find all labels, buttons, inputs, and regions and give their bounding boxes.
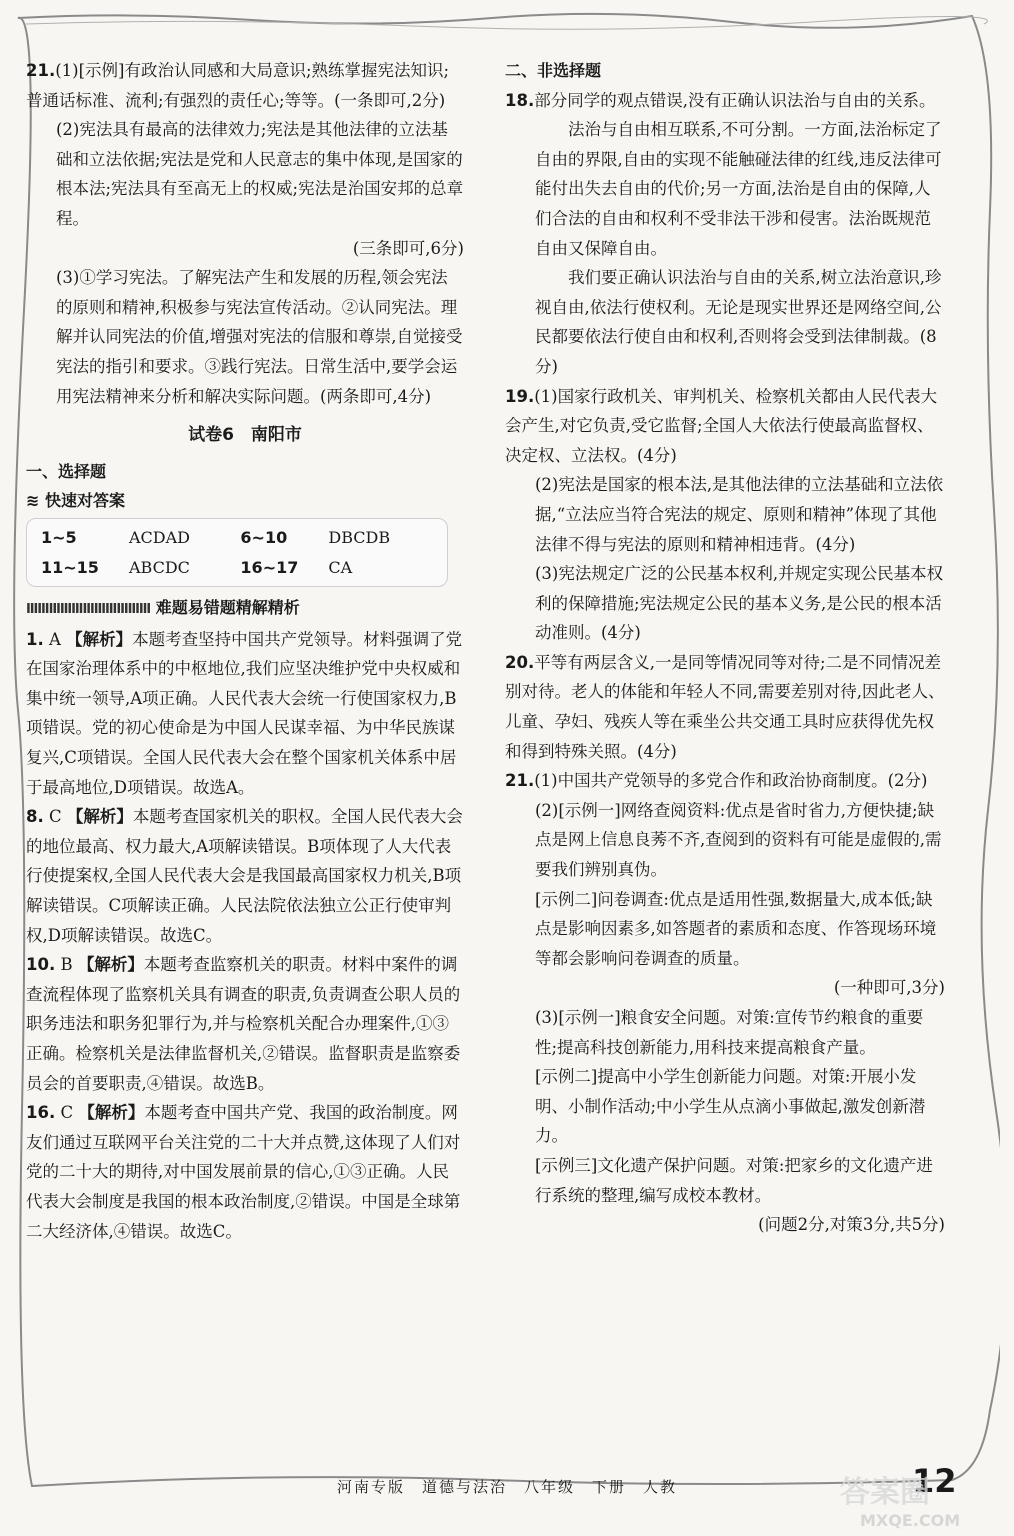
question-number: 21. bbox=[505, 771, 535, 791]
answer-key: CA bbox=[328, 557, 353, 577]
dash-divider: ⅢⅢⅢⅢⅢⅢⅢⅢⅢⅢⅢ bbox=[26, 602, 151, 618]
answer-range: 11~15 bbox=[41, 557, 99, 577]
answer-text: [示例二]提高中小学生创新能力问题。对策:开展小发明、小制作活动;中小学生从点滴小事做起,激发创新潜力。 bbox=[535, 1067, 926, 1146]
analysis-title: 难题易错题精解精析 bbox=[155, 598, 300, 618]
question-number: 19. bbox=[505, 386, 535, 406]
analysis-text: 本题考查监察机关的职责。材料中案件的调查流程体现了监察机关具有调查的职责,负责调查公职人员的职务违法和职务犯罪行为,并与检察机关配合办理案件,①③正确。检察机关是法律监督机关,②错误。监督职责是监察委员会的首要职责,④错误。故选B。 bbox=[26, 955, 461, 1093]
analysis-text: 本题考查坚持中国共产党领导。材料强调了党在国家治理体系中的中枢地位,我们应坚决维护党中央权威和集中统一领导,A项正确。人民代表大会统一行使国家权力,B项错误。党的初心使命是为中国人民谋幸福、为中华民族谋复兴,C项错误。全国人民代表大会在整个国家机关体系中居于最高地位,D项错误。故选A。 bbox=[26, 629, 463, 797]
score-note: (三条即可,6分) bbox=[352, 238, 464, 258]
answer-letter: A bbox=[49, 629, 61, 649]
analysis-text: 本题考查中国共产党、我国的政治制度。网友们通过互联网平台关注党的二十大并点赞,这体现了人们对党的二十大的期待,对中国发展前景的信心,①③正确。人民代表大会制度是我国的根本政治制度,②错误。中国是全球第二大经济体,④错误。故选C。 bbox=[26, 1103, 461, 1241]
answer-key: ABCDC bbox=[129, 557, 190, 577]
quick-answer-title: 快速对答案 bbox=[44, 491, 125, 511]
svg-text:答案圈: 答案圈 bbox=[840, 1475, 930, 1510]
answer-text: (2)[示例一]网络查阅资料:优点是省时省力,方便快捷;缺点是网上信息良莠不齐,查阅到的资料有可能是虚假的,需要我们辨别真伪。 bbox=[535, 800, 942, 880]
answer-range: 1~5 bbox=[41, 527, 77, 547]
question-number: 1. bbox=[26, 629, 44, 649]
section-heading: 一、选择题 bbox=[26, 461, 107, 481]
answer-text: (1)中国共产党领导的多党合作和政治协商制度。(2分) bbox=[534, 771, 928, 791]
score-note: (一种即可,3分) bbox=[833, 978, 945, 998]
analysis-tag: 【解析】 bbox=[66, 629, 133, 649]
answer-key: DBCDB bbox=[328, 527, 391, 547]
answer-text: (1)[示例]有政治认同感和大局意识;熟练掌握宪法知识;普通话标准、流利;有强烈的责任心;等等。(一条即可,2分) bbox=[26, 61, 450, 110]
answer-text: 平等有两层含义,一是同等情况同等对待;二是不同情况差别对待。老人的体能和年轻人不同,需要差别对待,因此老人、儿童、孕妇、残疾人等在乘坐公共交通工具时应获得优先权和得到特殊关照。(4分) bbox=[505, 652, 945, 761]
analysis-tag: 【解析】 bbox=[78, 1103, 145, 1123]
paper-title: 试卷6 南阳市 bbox=[188, 425, 302, 446]
quick-answer-box bbox=[26, 518, 448, 587]
answer-text: [示例二]问卷调查:优点是适用性强,数据量大,成本低;缺点是影响因素多,如答题者的素质和态度、作答现场环境等都会影响问卷调查的质量。 bbox=[535, 889, 937, 968]
answer-letter: C bbox=[60, 1103, 74, 1123]
answer-text: 部分同学的观点错误,没有正确认识法治与自由的关系。 bbox=[534, 90, 936, 110]
answer-text: (3)①学习宪法。了解宪法产生和发展的历程,领会宪法的原则和精神,积极参与宪法宣传活动。②认同宪法。理解并认同宪法的价值,增强对宪法的信服和尊崇,自觉接受宪法的指引和要求。③践行宪法。日常生活中,要学会运用宪法精神来分析和解决实际问题。(两条即可,4分) bbox=[56, 268, 463, 406]
left-column bbox=[26, 56, 464, 1246]
answer-text: [示例三]文化遗产保护问题。对策:把家乡的文化遗产进行系统的整理,编写成校本教材。 bbox=[535, 1155, 933, 1205]
answer-text: (1)国家行政机关、审判机关、检察机关都由人民代表大会产生,对它负责,受它监督;全国人大依法行使最高监督权、决定权、立法权。(4分) bbox=[505, 386, 938, 465]
answer-text: 法治与自由相互联系,不可分割。一方面,法治标定了自由的界限,自由的实现不能触碰法律的红线,违反法律可能付出失去自由的代价;另一方面,法治是自由的保障,人们合法的自由和权利不受非法干涉和侵害。法治既规范自由又保障自由。 bbox=[535, 120, 942, 258]
analysis-text: 本题考查国家机关的职权。全国人民代表大会的地位最高、权力最大,A项解读错误。B项体现了人大代表行使提案权,全国人民代表大会是我国最高国家权力机关,B项解读错误。C项解读正确。人民法院依法独立公正行使审判权,D项解读错误。故选C。 bbox=[26, 807, 463, 945]
analysis-tag: 【解析】 bbox=[66, 807, 133, 827]
wave-icon: ≋ bbox=[26, 491, 40, 511]
question-number: 16. bbox=[26, 1103, 56, 1123]
page-number: 12 bbox=[912, 1462, 957, 1500]
question-number: 21. bbox=[26, 61, 56, 80]
answer-letter: C bbox=[49, 807, 62, 827]
answer-text: (2)宪法是国家的根本法,是其他法律的立法基础和立法依据,“立法应当符合宪法的规定、原则和精神”体现了其他法律不得与宪法的原则和精神相违背。(4分) bbox=[535, 475, 944, 554]
watermark-logo bbox=[830, 1462, 1000, 1532]
answer-text: (3)[示例一]粮食安全问题。对策:宣传节约粮食的重要性;提高科技创新能力,用科技来提高粮食产量。 bbox=[535, 1008, 924, 1057]
score-note: (问题2分,对策3分,共5分) bbox=[758, 1215, 945, 1235]
answer-key: ACDAD bbox=[129, 527, 191, 547]
question-number: 20. bbox=[505, 652, 535, 672]
question-number: 8. bbox=[26, 807, 44, 827]
answer-text: (3)宪法规定广泛的公民基本权利,并规定实现公民基本权利的保障措施;宪法规定公民的基本义务,是公民的根本活动准则。(4分) bbox=[535, 564, 944, 643]
answer-text: 我们要正确认识法治与自由的关系,树立法治意识,珍视自由,依法行使权利。无论是现实世界还是网络空间,公民都要依法行使自由和权利,否则将会受到法律制裁。(8分) bbox=[535, 268, 942, 376]
answer-range: 6~10 bbox=[240, 527, 288, 547]
answer-letter: B bbox=[60, 955, 73, 975]
section-heading: 二、非选择题 bbox=[505, 61, 602, 80]
analysis-tag: 【解析】 bbox=[77, 955, 144, 975]
question-number: 18. bbox=[505, 90, 535, 110]
footer: 河南专版 道德与法治 八年级 下册 人教 bbox=[336, 1478, 677, 1496]
svg-text:MXQE.COM: MXQE.COM bbox=[860, 1511, 961, 1530]
question-number: 10. bbox=[26, 955, 56, 975]
right-column bbox=[505, 56, 945, 1240]
answer-range: 16~17 bbox=[240, 557, 299, 577]
answer-text: (2)宪法具有最高的法律效力;宪法是其他法律的立法基础和立法依据;宪法是党和人民意志的集中体现,是国家的根本法;宪法具有至高无上的权威;宪法是治国安邦的总章程。 bbox=[56, 120, 464, 228]
